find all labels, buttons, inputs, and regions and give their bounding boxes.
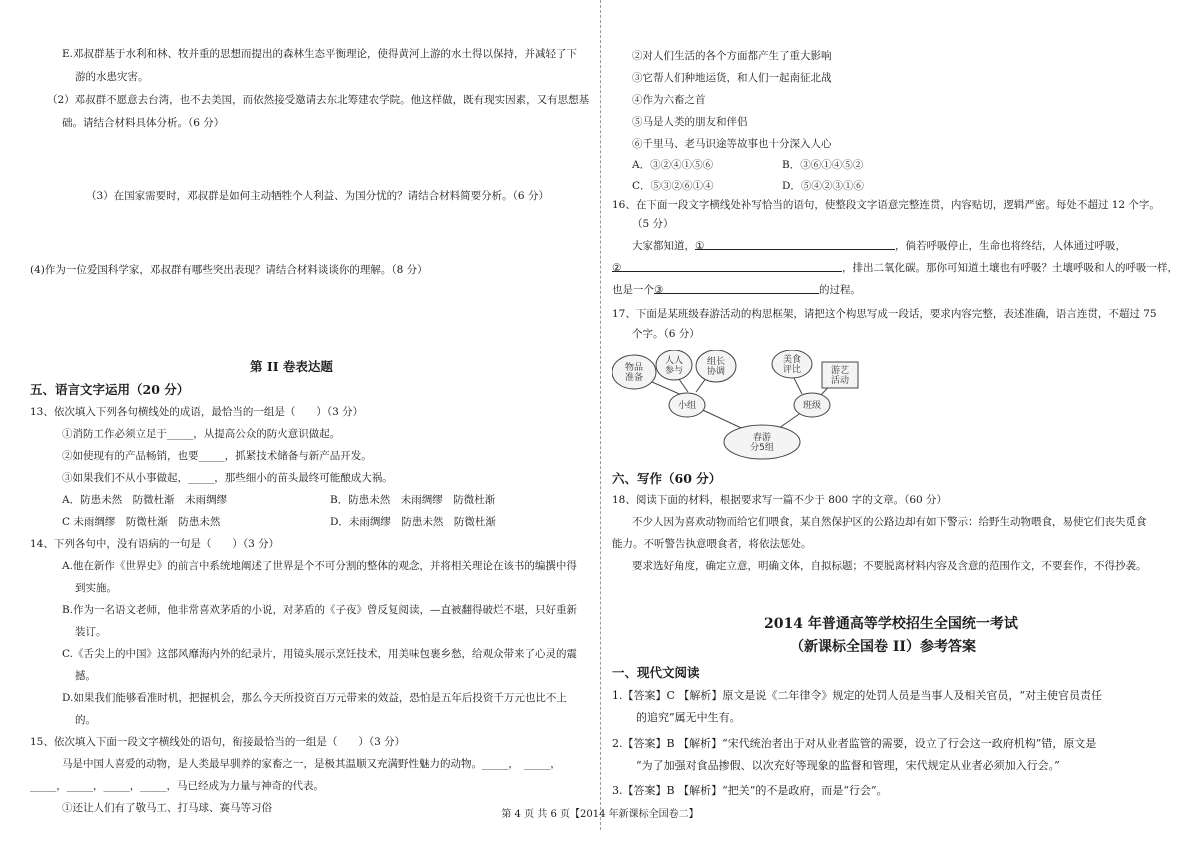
q13-sentence-1: ①消防工作必须立足于_____，从提高公众的防火意识做起。 <box>62 428 341 440</box>
spring-outing-diagram <box>612 350 866 460</box>
answer-3: 3.【答案】B 【解析】“把关”的不是政府，而是“行会”。 <box>612 784 888 797</box>
volume2-title: 第 II 卷表达题 <box>250 359 333 374</box>
q16-line3-start: 也是一个 <box>612 284 654 296</box>
q18-material-line2: 能力。不听警告执意喂食者，将依法惩处。 <box>612 538 812 550</box>
q18-stem: 18、阅读下面的材料，根据要求写一篇不少于 800 字的文章。（60 分） <box>612 494 948 506</box>
q15-choice-b: B．③⑥①④⑤② <box>782 159 864 171</box>
q18-material-line1: 不少人因为喜欢动物而给它们喂食，某自然保护区的公路边却有如下警示：给野生动物喂食，易使它们丧失觅食 <box>632 516 1147 528</box>
q16-line2 <box>612 258 1178 279</box>
q12-part2-line1: （2）邓叔群不愿意去台湾，也不去美国，而依然接受邀请去东北筹建农学院。他这样做，既有现实因素，又有思想基 <box>47 94 590 106</box>
q16-line1-start: 大家都知道， <box>632 240 695 252</box>
q14-option-b-line1: B.作为一名语文老师，他非常喜欢茅盾的小说，对茅盾的《子夜》曾反复阅读，—直被翻得破烂不堪，只好重新 <box>62 604 578 616</box>
page-footer: 第 4 页 共 6 页【2014 年新课标全国卷二】 <box>501 809 699 820</box>
answer-title-line2: （新课标全国卷 II）参考答案 <box>790 639 976 655</box>
q16-line1-end: ，倘若呼吸停止，生命也将终结，人体通过呼吸， <box>895 240 1126 252</box>
label-right-leaf-1: 美食评比 <box>782 355 802 375</box>
q16-blank-1-marker: ① <box>695 240 705 252</box>
label-left-hub: 小组 <box>677 401 697 411</box>
q13-option-a: A．防患未然 防微杜渐 未雨绸缪 <box>62 494 228 506</box>
q18-requirements: 要求选好角度，确定立意，明确文体，自拟标题；不要脱离材料内容及含意的范围作文，不要套作，不得抄袭。 <box>632 560 1147 572</box>
label-left-leaf-1: 物品准备 <box>624 363 644 383</box>
q15-passage-line2: _____，_____，_____，_____，马已经成为力量与神奇的代表。 <box>30 780 324 792</box>
label-root: 春游分5组 <box>750 433 774 453</box>
label-right-leaf-2: 游艺活动 <box>830 366 850 386</box>
label-left-leaf-3: 组长协调 <box>706 357 726 377</box>
q16-blank-1[interactable] <box>695 236 895 250</box>
q15-option-6: ⑥千里马、老马识途等故事也十分深入人心 <box>632 138 832 150</box>
column-divider <box>600 0 601 830</box>
answer-title-line1: 2014 年普通高等学校招生全国统一考试 <box>764 616 1018 632</box>
q13-option-d: D．未雨绸缪 防患未然 防微杜渐 <box>330 516 496 528</box>
q12-option-e: E.邓叔群基于水利和林、牧并重的思想而提出的森林生态平衡理论，使得黄河上游的水土得以保持，并减轻了下 <box>62 48 578 60</box>
q16-blank-2-marker: ② <box>612 262 622 274</box>
section6-title: 六、写作（60 分） <box>612 471 722 486</box>
q14-option-a-line2: 到实施。 <box>75 582 117 594</box>
q15-option-2: ②对人们生活的各个方面都产生了重大影响 <box>632 50 832 62</box>
q15-passage-line1: 马是中国人喜爱的动物，是人类最早驯养的家畜之一，是极其温顺又充满野性魅力的动物。_____， _____， <box>62 758 561 770</box>
q12-part2-line2: 础。请结合材料具体分析。（6 分） <box>62 117 225 129</box>
answer-1-line2: 的追究”属无中生有。 <box>636 711 741 724</box>
q16-score: （5 分） <box>632 218 674 230</box>
q12-part3: （3）在国家需要时，邓叔群是如何主动牺牲个人利益、为国分忧的？请结合材料简要分析。（6 分） <box>86 190 549 202</box>
q16-blank-3-marker: ③ <box>654 284 664 296</box>
q16-blank-3[interactable] <box>654 280 819 294</box>
q13-sentence-2: ②如使现有的产品畅销，也要_____，抓紧技术储备与新产品开发。 <box>62 450 372 462</box>
q14-option-c-line2: 撼。 <box>75 670 96 682</box>
q16-blank-2[interactable] <box>612 258 842 272</box>
q13-stem: 13、依次填入下列各句横线处的成语，最恰当的一组是（ ）（3 分） <box>30 406 364 418</box>
q13-option-b: B．防患未然 未雨绸缪 防微杜渐 <box>330 494 496 506</box>
answer-1-line1: 1.【答案】C 【解析】原文是说《二年律令》规定的处罚人员是当事人及相关官员，“对主使官员责任 <box>612 689 1103 702</box>
q13-sentence-3: ③如果我们不从小事做起，_____，那些细小的苗头最终可能酿成大祸。 <box>62 472 393 484</box>
q15-option-3: ③它帮人们种地运货，和人们一起南征北战 <box>632 72 832 84</box>
q15-option-1: ①还让人们有了敬马工、打马球、赛马等习俗 <box>62 802 272 814</box>
q17-stem: 17、下面是某班级春游活动的构思框架，请把这个构思写成一段话，要求内容完整，表述准确，语言连贯，不超过 75 <box>612 308 1157 320</box>
q15-option-5: ⑤马是人类的朋友和伴侣 <box>632 116 748 128</box>
section5-title: 五、语言文字运用（20 分） <box>30 382 190 397</box>
q14-option-d-line2: 的。 <box>75 714 96 726</box>
label-left-leaf-2: 人人参与 <box>664 356 684 376</box>
q15-choice-a: A．③②④①⑤⑥ <box>632 159 714 171</box>
q15-option-4: ④作为六畜之首 <box>632 94 706 106</box>
q14-option-b-line2: 装订。 <box>75 626 107 638</box>
q14-option-d-line1: D.如果我们能够看准时机，把握机会，那么今天所投资百万元带来的效益，恐怕是五年后投资千万元也比不上 <box>62 692 567 704</box>
q16-line3 <box>612 280 861 301</box>
label-right-hub: 班级 <box>802 401 822 411</box>
q17-score: 个字。（6 分） <box>632 328 700 340</box>
q14-stem: 14、下列各句中，没有语病的一句是（ ）（3 分） <box>30 538 280 550</box>
q14-option-a-line1: A.他在新作《世界史》的前言中系统地阐述了世界是个不可分割的整体的观念，并将相关理论在该书的编撰中得 <box>62 560 577 572</box>
q16-line1 <box>632 236 1126 257</box>
q16-stem: 16、在下面一段文字横线处补写恰当的语句，使整段文字语意完整连贯，内容贴切，逻辑严密。每处不超过 12 个字。 <box>612 199 1160 211</box>
answer-2-line1: 2.【答案】B 【解析】“宋代统治者出于对从业者监管的需要，设立了行会这一政府机构”错，原文是 <box>612 737 1097 750</box>
q15-stem: 15、依次填入下面一段文字横线处的语句，衔接最恰当的一组是（ ）（3 分） <box>30 736 406 748</box>
q16-line3-end: 的过程。 <box>819 284 861 296</box>
q15-choice-c: C．⑤③②⑥①④ <box>632 180 714 192</box>
q16-line2-end: ，排出二氧化碳。那你可知道土壤也有呼吸？土壤呼吸和人的呼吸一样， <box>842 262 1178 274</box>
answer-2-line2: “为了加强对食品掺假、以次充好等现象的监督和管理，宋代规定从业者必须加入行会。” <box>636 759 1060 772</box>
q14-option-c-line1: C.《舌尖上的中国》这部风靡海内外的纪录片，用镜头展示烹饪技术，用美味包裹乡愁，给观众带来了心灵的震 <box>62 648 577 660</box>
q15-choice-d: D．⑤④②③①⑥ <box>782 180 864 192</box>
q13-option-c: C 未雨绸缪 防微杜渐 防患未然 <box>62 516 221 528</box>
q12-part4: (4)作为一位爱国科学家，邓叔群有哪些突出表现？请结合材料谈谈你的理解。（8 分） <box>30 264 428 276</box>
q12-option-e-cont: 游的水患灾害。 <box>75 71 149 83</box>
answer-section1-title: 一、现代文阅读 <box>612 665 700 680</box>
